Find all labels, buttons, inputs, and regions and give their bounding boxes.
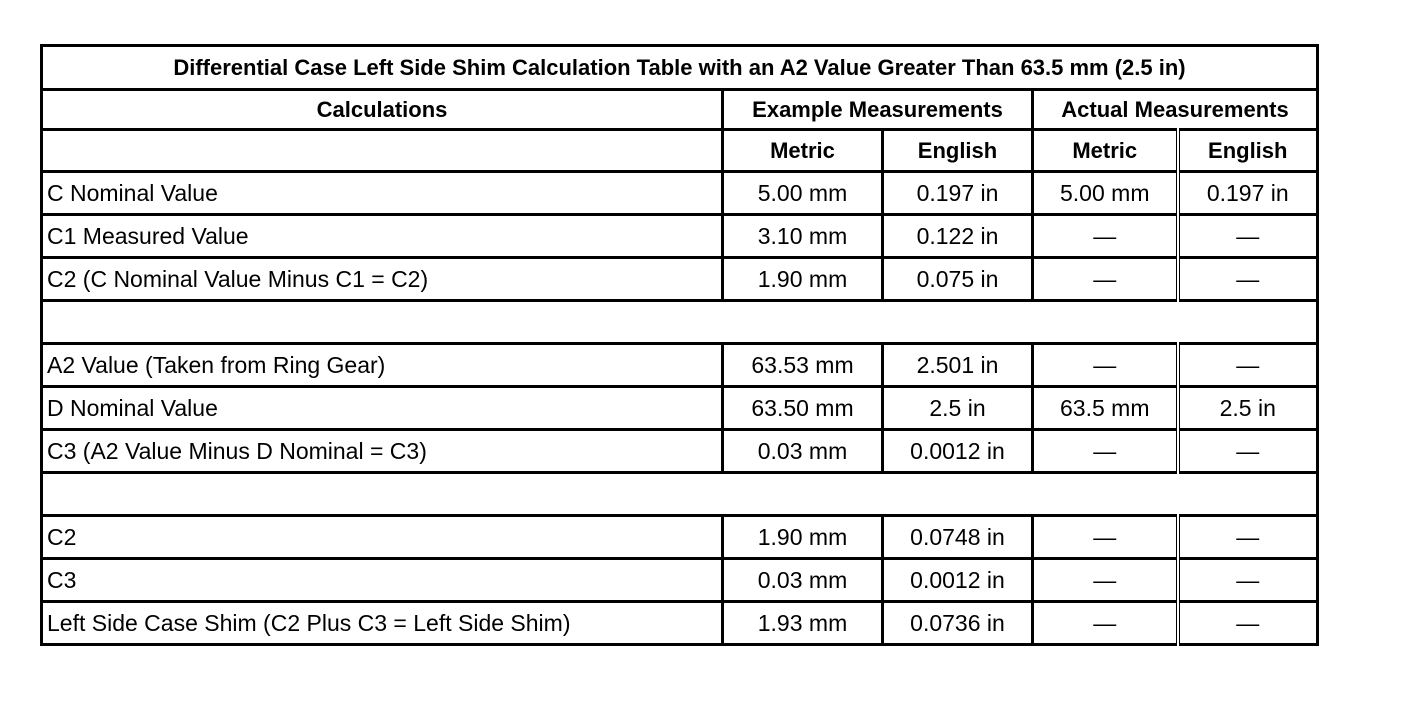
table-row	[42, 215, 1318, 258]
row-label: C2	[42, 516, 723, 559]
actual-english-value: —	[1178, 559, 1318, 602]
row-label: A2 Value (Taken from Ring Gear)	[42, 344, 723, 387]
spacer-row	[42, 301, 1318, 344]
table-title: Differential Case Left Side Shim Calculation Table with an A2 Value Greater Than 63.5 mm (2.5 in)	[42, 46, 1318, 90]
example-english-value: 2.5 in	[883, 387, 1033, 430]
actual-english-value: —	[1178, 258, 1318, 301]
table-row	[42, 387, 1318, 430]
actual-metric-value: —	[1033, 258, 1178, 301]
example-metric-value: 0.03 mm	[723, 430, 883, 473]
actual-english-value: —	[1178, 430, 1318, 473]
actual-english-value: 2.5 in	[1178, 387, 1318, 430]
header-calculations: Calculations	[42, 90, 723, 130]
table-row	[42, 516, 1318, 559]
row-label: C Nominal Value	[42, 172, 723, 215]
actual-english-value: —	[1178, 215, 1318, 258]
header-example-measurements: Example Measurements	[723, 90, 1033, 130]
row-label: Left Side Case Shim (C2 Plus C3 = Left Side Shim)	[42, 602, 723, 645]
row-label: C2 (C Nominal Value Minus C1 = C2)	[42, 258, 723, 301]
table-title-row	[42, 46, 1318, 90]
example-english-value: 0.075 in	[883, 258, 1033, 301]
example-english-value: 0.0012 in	[883, 559, 1033, 602]
subheader-example-english: English	[883, 130, 1033, 172]
example-metric-value: 0.03 mm	[723, 559, 883, 602]
table-row	[42, 344, 1318, 387]
example-metric-value: 63.53 mm	[723, 344, 883, 387]
subheader-blank	[42, 130, 723, 172]
actual-english-value: —	[1178, 516, 1318, 559]
example-metric-value: 3.10 mm	[723, 215, 883, 258]
example-english-value: 0.0012 in	[883, 430, 1033, 473]
example-english-value: 0.0748 in	[883, 516, 1033, 559]
actual-english-value: —	[1178, 344, 1318, 387]
example-english-value: 2.501 in	[883, 344, 1033, 387]
example-metric-value: 1.90 mm	[723, 258, 883, 301]
example-metric-value: 63.50 mm	[723, 387, 883, 430]
table-row	[42, 602, 1318, 645]
row-label: C1 Measured Value	[42, 215, 723, 258]
actual-metric-value: 5.00 mm	[1033, 172, 1178, 215]
actual-metric-value: 63.5 mm	[1033, 387, 1178, 430]
subheader-actual-metric: Metric	[1033, 130, 1178, 172]
table-row	[42, 430, 1318, 473]
row-label: C3 (A2 Value Minus D Nominal = C3)	[42, 430, 723, 473]
table-row	[42, 172, 1318, 215]
actual-metric-value: —	[1033, 516, 1178, 559]
shim-calculation-table	[40, 44, 1319, 646]
actual-metric-value: —	[1033, 430, 1178, 473]
actual-english-value: 0.197 in	[1178, 172, 1318, 215]
table-row	[42, 559, 1318, 602]
spacer-cell	[42, 473, 1318, 516]
example-metric-value: 1.90 mm	[723, 516, 883, 559]
actual-english-value: —	[1178, 602, 1318, 645]
actual-metric-value: —	[1033, 602, 1178, 645]
table-row	[42, 258, 1318, 301]
spacer-row	[42, 473, 1318, 516]
example-metric-value: 5.00 mm	[723, 172, 883, 215]
header-actual-measurements: Actual Measurements	[1033, 90, 1318, 130]
example-english-value: 0.197 in	[883, 172, 1033, 215]
table-header-row	[42, 90, 1318, 130]
subheader-example-metric: Metric	[723, 130, 883, 172]
example-metric-value: 1.93 mm	[723, 602, 883, 645]
actual-metric-value: —	[1033, 344, 1178, 387]
row-label: C3	[42, 559, 723, 602]
example-english-value: 0.0736 in	[883, 602, 1033, 645]
actual-metric-value: —	[1033, 559, 1178, 602]
example-english-value: 0.122 in	[883, 215, 1033, 258]
row-label: D Nominal Value	[42, 387, 723, 430]
subheader-actual-english: English	[1178, 130, 1318, 172]
spacer-cell	[42, 301, 1318, 344]
table-subheader-row	[42, 130, 1318, 172]
actual-metric-value: —	[1033, 215, 1178, 258]
